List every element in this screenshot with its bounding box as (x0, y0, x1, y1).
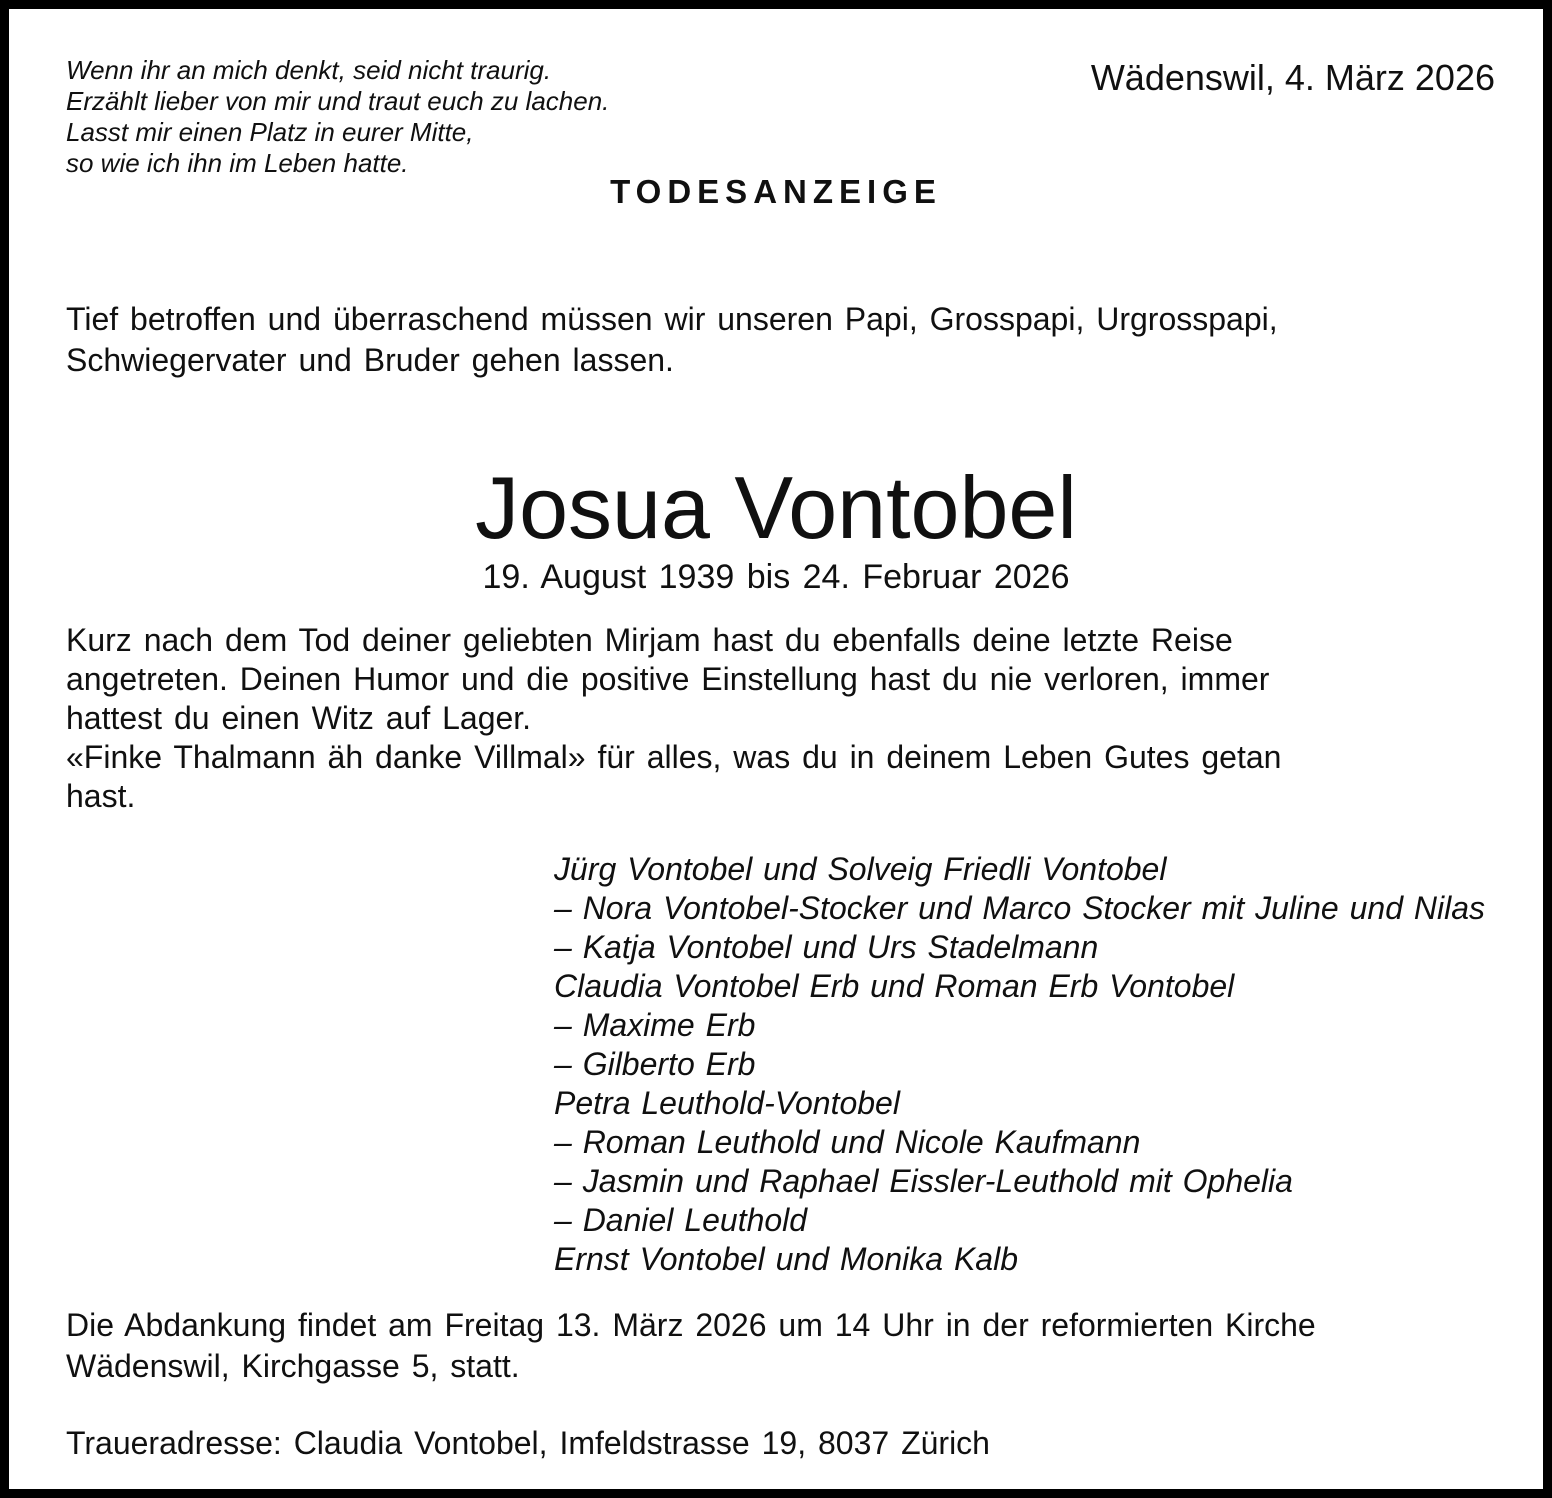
text-line: – Jasmin und Raphael Eissler-Leuthold mit Ophelia (554, 1163, 1293, 1199)
text-line: Wenn ihr an mich denkt, seid nicht traurig. (66, 55, 552, 85)
text-line: – Maxime Erb (554, 1007, 756, 1043)
text-line: Ernst Vontobel und Monika Kalb (554, 1241, 1018, 1277)
dateline: Wädenswil, 4. März 2026 (1090, 57, 1495, 98)
text-line: Kurz nach dem Tod deiner geliebten Mirjam hast du ebenfalls deine letzte Reise (66, 622, 1233, 658)
text-line: hattest du einen Witz auf Lager. (66, 700, 532, 736)
text-line: – Nora Vontobel-Stocker und Marco Stocker mit Juline und Nilas (554, 890, 1486, 926)
intro-paragraph (66, 299, 1495, 381)
text-line: «Finke Thalmann äh danke Villmal» für alles, was du in deinem Leben Gutes getan (66, 739, 1282, 775)
text-line: – Katja Vontobel und Urs Stadelmann (554, 929, 1099, 965)
text-line: – Daniel Leuthold (554, 1202, 808, 1238)
text-line: Erzählt lieber von mir und traut euch zu lachen. (66, 86, 610, 116)
eulogy-paragraph (66, 621, 1495, 816)
text-line: hast. (66, 778, 136, 814)
memorial-epigraph (66, 55, 609, 179)
mourners-list (554, 850, 1485, 1279)
text-line: Lasst mir einen Platz in eurer Mitte, (66, 117, 474, 147)
text-line: angetreten. Deinen Humor und die positive Einstellung hast du nie verloren, immer (66, 661, 1270, 697)
text-line: Petra Leuthold-Vontobel (554, 1085, 900, 1121)
text-line: Wädenswil, Kirchgasse 5, statt. (66, 1348, 520, 1384)
service-info (66, 1305, 1495, 1387)
text-line: Claudia Vontobel Erb und Roman Erb Vontobel (554, 968, 1235, 1004)
mourning-address: Traueradresse: Claudia Vontobel, Imfeldstrasse 19, 8037 Zürich (66, 1425, 990, 1461)
text-line: – Gilberto Erb (554, 1046, 756, 1082)
text-line: Schwiegervater und Bruder gehen lassen. (66, 342, 674, 378)
deceased-name: Josua Vontobel (475, 458, 1077, 557)
life-dates: 19. August 1939 bis 24. Februar 2026 (482, 558, 1070, 596)
text-line: Die Abdankung findet am Freitag 13. März 2026 um 14 Uhr in der reformierten Kirche (66, 1307, 1316, 1343)
notice-type-heading: TODESANZEIGE (610, 173, 942, 210)
text-line: so wie ich ihn im Leben hatte. (66, 148, 409, 178)
text-line: Tief betroffen und überraschend müssen wir unseren Papi, Grosspapi, Urgrosspapi, (66, 301, 1278, 337)
text-line: Jürg Vontobel und Solveig Friedli Vontobel (554, 851, 1167, 887)
text-line: – Roman Leuthold und Nicole Kaufmann (554, 1124, 1141, 1160)
